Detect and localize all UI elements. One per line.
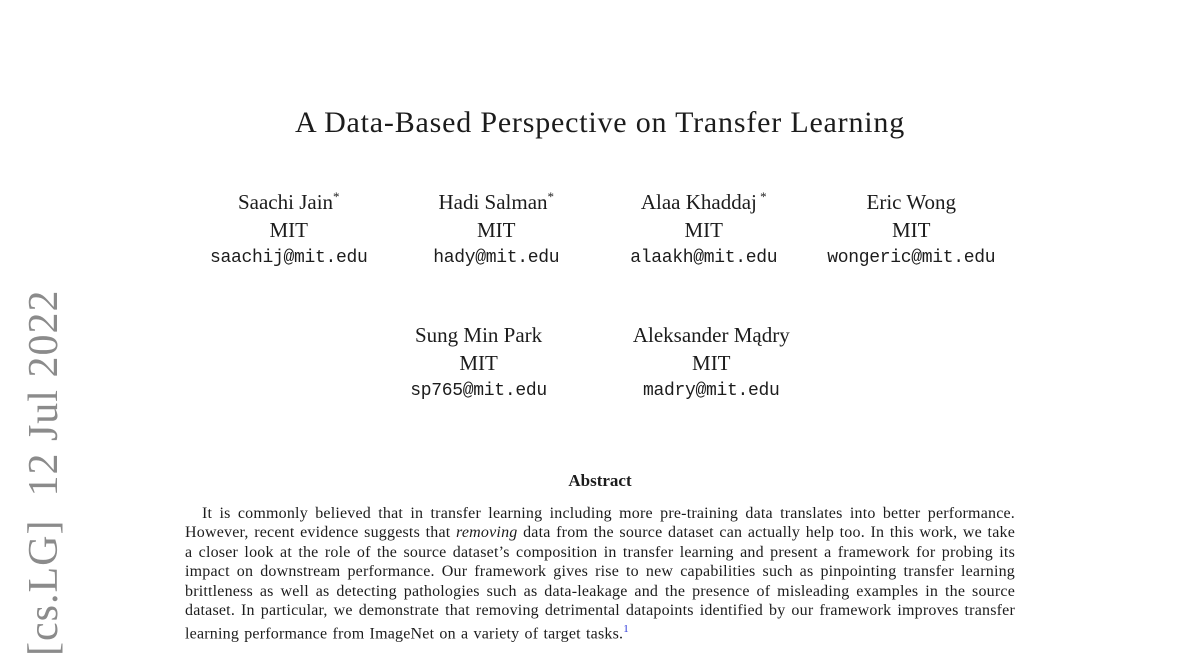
author-email: madry@mit.edu bbox=[643, 381, 780, 401]
paper-title: A Data-Based Perspective on Transfer Learning bbox=[294, 106, 905, 139]
author-affiliation: MIT bbox=[692, 351, 731, 375]
author-email: hady@mit.edu bbox=[433, 248, 560, 268]
author-block bbox=[633, 316, 790, 403]
author-name-text: Aleksander Mądry bbox=[632, 323, 790, 347]
author-affiliation: MIT bbox=[459, 351, 498, 375]
author-block bbox=[185, 183, 393, 270]
author-footnote-marker: * bbox=[547, 189, 555, 204]
author-row-2 bbox=[185, 316, 1015, 403]
author-name bbox=[600, 183, 808, 216]
author-block bbox=[410, 316, 547, 403]
abstract-text-intro: It is commonly believed that in transfer learning including more pre-training data translates into better performance. However, recent evidence suggests that bbox=[185, 505, 1015, 542]
author-block bbox=[808, 183, 1016, 270]
author-name-text: Hadi Salman bbox=[438, 190, 548, 214]
author-affiliation: MIT bbox=[269, 218, 308, 242]
author-name-text: Eric Wong bbox=[866, 190, 956, 214]
footnote-link[interactable]: 1 bbox=[623, 623, 629, 636]
abstract-heading: Abstract bbox=[568, 471, 632, 490]
author-footnote-marker: * bbox=[756, 189, 767, 204]
abstract-emphasis: removing bbox=[456, 524, 518, 542]
author-name bbox=[393, 183, 601, 216]
author-affiliation: MIT bbox=[477, 218, 516, 242]
arxiv-watermark: [cs.LG] 12 Jul 2022 bbox=[21, 289, 67, 656]
author-name-text: Sung Min Park bbox=[414, 323, 543, 347]
author-block bbox=[600, 183, 808, 270]
paper-page bbox=[185, 0, 1015, 644]
author-name bbox=[633, 316, 790, 349]
author-email: sp765@mit.edu bbox=[410, 381, 547, 401]
author-affiliation: MIT bbox=[684, 218, 723, 242]
author-block bbox=[393, 183, 601, 270]
author-email: wongeric@mit.edu bbox=[827, 248, 996, 268]
author-email: alaakh@mit.edu bbox=[630, 248, 778, 268]
abstract-text-body: data from the source dataset can actually help too. In this work, we take a closer look at the role of the source dataset’s composition in transfer learning and present a framework for probing its impact on downstream performance. Our framework gives rise to new capabilities such as pinpointing transfer learning brittleness as well as detecting pathologies such as data-leakage and the presence of misleading examples in the source dataset. In particular, we demonstrate that removing detrimental datapoints identified by our framework improves transfer learning performance from ImageNet on a variety of target tasks. bbox=[185, 524, 1016, 643]
author-name-text: Alaa Khaddaj bbox=[640, 190, 757, 214]
author-name bbox=[808, 183, 1016, 216]
abstract-paragraph bbox=[185, 504, 1015, 644]
author-row-1 bbox=[185, 183, 1015, 270]
author-footnote-marker: * bbox=[333, 189, 340, 204]
author-email: saachij@mit.edu bbox=[209, 248, 368, 268]
author-affiliation: MIT bbox=[892, 218, 931, 242]
author-name-text: Saachi Jain bbox=[237, 190, 334, 214]
author-name bbox=[410, 316, 547, 349]
author-name bbox=[185, 183, 393, 216]
